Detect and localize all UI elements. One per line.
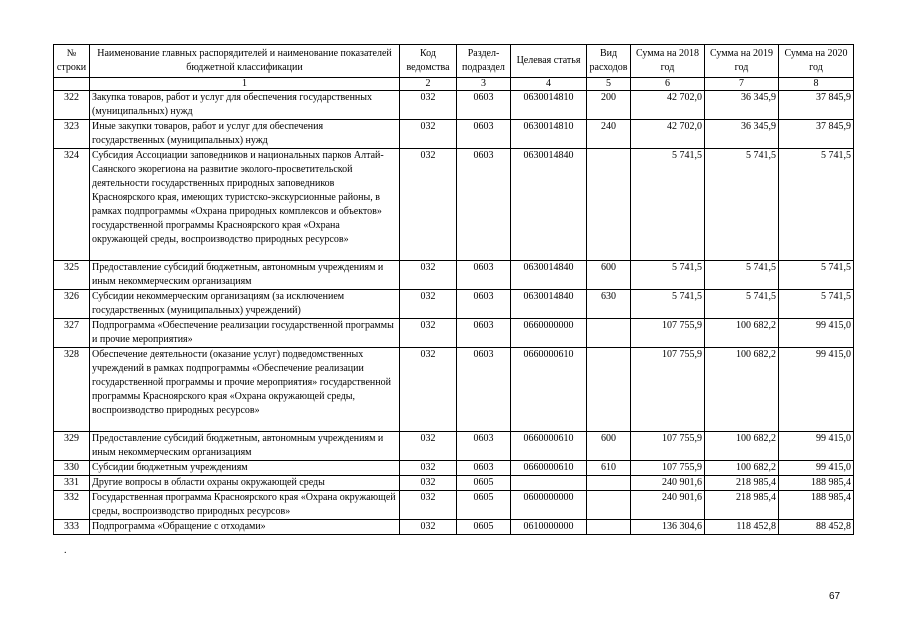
row-number-cell: 328 (54, 348, 90, 432)
sum-2020-cell: 99 415,0 (779, 348, 854, 432)
sum-2019-cell: 5 741,5 (705, 261, 779, 290)
sum-2019-cell: 218 985,4 (705, 491, 779, 520)
row-name-cell: Государственная программа Красноярского края «Охрана окружающей среды, воспроизводство природных ресурсов» (90, 491, 400, 520)
sum-2018-cell: 42 702,0 (631, 91, 705, 120)
row-number-cell: 329 (54, 432, 90, 461)
target-item-cell: 0630014840 (511, 261, 587, 290)
row-name-cell: Субсидии бюджетным учреждениям (90, 461, 400, 476)
section-cell: 0603 (457, 290, 511, 319)
department-code-cell: 032 (400, 476, 457, 491)
column-number-row (54, 78, 854, 91)
sum-2018-cell: 5 741,5 (631, 149, 705, 261)
target-item-cell: 0660000000 (511, 319, 587, 348)
section-cell: 0603 (457, 319, 511, 348)
row-name-cell: Субсидии некоммерческим организациям (за исключением государственных (муниципальных) учреждений) (90, 290, 400, 319)
expense-type-cell (587, 476, 631, 491)
expense-type-cell: 600 (587, 261, 631, 290)
row-name-cell: Обеспечение деятельности (оказание услуг) подведомственных учреждений в рамках подпрограммы «Обеспечение реализации государственной программы и прочие мероприятия» государственной программы Красноярского края «Охрана окружающей среды, воспроизводство природных ресурсов» (90, 348, 400, 432)
sum-2019-cell: 100 682,2 (705, 348, 779, 432)
expense-type-cell: 200 (587, 91, 631, 120)
target-item-cell: 0630014840 (511, 149, 587, 261)
footnote-mark: . (64, 545, 67, 556)
target-item-cell (511, 476, 587, 491)
expense-type-cell: 240 (587, 120, 631, 149)
table-row (54, 149, 854, 261)
target-item-cell: 0660000610 (511, 432, 587, 461)
row-number-cell: 331 (54, 476, 90, 491)
expense-type-cell (587, 149, 631, 261)
sum-2020-cell: 99 415,0 (779, 461, 854, 476)
sum-2019-cell: 100 682,2 (705, 319, 779, 348)
column-number: 4 (511, 78, 587, 91)
sum-2019-cell: 118 452,8 (705, 520, 779, 535)
expense-type-cell (587, 319, 631, 348)
section-cell: 0605 (457, 491, 511, 520)
department-code-cell: 032 (400, 120, 457, 149)
sum-2020-cell: 88 452,8 (779, 520, 854, 535)
header-name: Наименование главных распорядителей и наименование показателей бюджетной классификации (90, 45, 400, 78)
column-number: 8 (779, 78, 854, 91)
sum-2020-cell: 37 845,9 (779, 120, 854, 149)
target-item-cell: 0610000000 (511, 520, 587, 535)
row-number-cell: 333 (54, 520, 90, 535)
department-code-cell: 032 (400, 261, 457, 290)
sum-2019-cell: 5 741,5 (705, 149, 779, 261)
expense-type-cell (587, 520, 631, 535)
section-cell: 0603 (457, 120, 511, 149)
page-number: 67 (829, 591, 841, 602)
expense-type-cell: 630 (587, 290, 631, 319)
sum-2019-cell: 100 682,2 (705, 432, 779, 461)
table-row (54, 91, 854, 120)
table-row (54, 476, 854, 491)
section-cell: 0603 (457, 348, 511, 432)
target-item-cell: 0630014810 (511, 91, 587, 120)
target-item-cell: 0600000000 (511, 491, 587, 520)
sum-2020-cell: 99 415,0 (779, 319, 854, 348)
row-number-cell: 322 (54, 91, 90, 120)
sum-2020-cell: 5 741,5 (779, 149, 854, 261)
sum-2019-cell: 5 741,5 (705, 290, 779, 319)
section-cell: 0603 (457, 461, 511, 476)
row-number-cell: 324 (54, 149, 90, 261)
table-row (54, 432, 854, 461)
expense-type-cell: 600 (587, 432, 631, 461)
row-name-cell: Подпрограмма «Обращение с отходами» (90, 520, 400, 535)
department-code-cell: 032 (400, 491, 457, 520)
sum-2020-cell: 5 741,5 (779, 290, 854, 319)
sum-2018-cell: 5 741,5 (631, 290, 705, 319)
row-number-cell: 323 (54, 120, 90, 149)
column-number: 6 (631, 78, 705, 91)
sum-2018-cell: 240 901,6 (631, 491, 705, 520)
sum-2018-cell: 5 741,5 (631, 261, 705, 290)
column-number: 5 (587, 78, 631, 91)
row-name-cell: Другие вопросы в области охраны окружающей среды (90, 476, 400, 491)
column-number (54, 78, 90, 91)
target-item-cell: 0660000610 (511, 348, 587, 432)
table-row (54, 491, 854, 520)
header-expense-type: Вид расходов (587, 45, 631, 78)
column-number: 3 (457, 78, 511, 91)
sum-2020-cell: 5 741,5 (779, 261, 854, 290)
section-cell: 0603 (457, 91, 511, 120)
table-row (54, 520, 854, 535)
row-number-cell: 332 (54, 491, 90, 520)
sum-2020-cell: 188 985,4 (779, 476, 854, 491)
row-name-cell: Подпрограмма «Обеспечение реализации государственной программы и прочие мероприятия» (90, 319, 400, 348)
row-number-cell: 327 (54, 319, 90, 348)
department-code-cell: 032 (400, 290, 457, 319)
column-number: 1 (90, 78, 400, 91)
expense-type-cell (587, 348, 631, 432)
target-item-cell: 0630014810 (511, 120, 587, 149)
row-number-cell: 330 (54, 461, 90, 476)
target-item-cell: 0660000610 (511, 461, 587, 476)
sum-2018-cell: 240 901,6 (631, 476, 705, 491)
section-cell: 0603 (457, 149, 511, 261)
sum-2018-cell: 107 755,9 (631, 319, 705, 348)
header-department-code: Код ведомства (400, 45, 457, 78)
header-sum-2019: Сумма на 2019 год (705, 45, 779, 78)
expense-type-cell: 610 (587, 461, 631, 476)
row-number-cell: 326 (54, 290, 90, 319)
column-number: 7 (705, 78, 779, 91)
expense-type-cell (587, 491, 631, 520)
section-cell: 0605 (457, 476, 511, 491)
department-code-cell: 032 (400, 520, 457, 535)
sum-2018-cell: 107 755,9 (631, 432, 705, 461)
table-row (54, 319, 854, 348)
column-number: 2 (400, 78, 457, 91)
row-number-cell: 325 (54, 261, 90, 290)
department-code-cell: 032 (400, 348, 457, 432)
sum-2019-cell: 218 985,4 (705, 476, 779, 491)
department-code-cell: 032 (400, 319, 457, 348)
sum-2019-cell: 36 345,9 (705, 91, 779, 120)
department-code-cell: 032 (400, 461, 457, 476)
budget-table (53, 44, 854, 535)
target-item-cell: 0630014840 (511, 290, 587, 319)
table-row (54, 461, 854, 476)
table-row (54, 348, 854, 432)
sum-2018-cell: 42 702,0 (631, 120, 705, 149)
table-row (54, 261, 854, 290)
header-row (54, 45, 854, 78)
section-cell: 0603 (457, 261, 511, 290)
department-code-cell: 032 (400, 91, 457, 120)
table-row (54, 120, 854, 149)
row-name-cell: Предоставление субсидий бюджетным, автономным учреждениям и иным некоммерческим организациям (90, 261, 400, 290)
header-sum-2018: Сумма на 2018 год (631, 45, 705, 78)
sum-2018-cell: 107 755,9 (631, 461, 705, 476)
sum-2020-cell: 188 985,4 (779, 491, 854, 520)
sum-2020-cell: 99 415,0 (779, 432, 854, 461)
department-code-cell: 032 (400, 149, 457, 261)
sum-2019-cell: 100 682,2 (705, 461, 779, 476)
section-cell: 0605 (457, 520, 511, 535)
row-name-cell: Закупка товаров, работ и услуг для обеспечения государственных (муниципальных) нужд (90, 91, 400, 120)
sum-2018-cell: 107 755,9 (631, 348, 705, 432)
section-cell: 0603 (457, 432, 511, 461)
header-sum-2020: Сумма на 2020 год (779, 45, 854, 78)
table-row (54, 290, 854, 319)
sum-2020-cell: 37 845,9 (779, 91, 854, 120)
header-section: Раздел-подраздел (457, 45, 511, 78)
header-row-number: № строки (54, 45, 90, 78)
row-name-cell: Иные закупки товаров, работ и услуг для обеспечения государственных (муниципальных) нужд (90, 120, 400, 149)
header-target-item: Целевая статья (511, 45, 587, 78)
row-name-cell: Субсидия Ассоциации заповедников и национальных парков Алтай-Саянского экорегиона на развитие эколого-просветительской деятельности государственных природных заповедников Красноярского края, имеющих туристско-экскурсионные районы, в рамках подпрограммы «Охрана природных комплексов и объектов» государственной программы Красноярского края «Охрана окружающей среды, воспроизводство природных ресурсов» (90, 149, 400, 261)
sum-2019-cell: 36 345,9 (705, 120, 779, 149)
sum-2018-cell: 136 304,6 (631, 520, 705, 535)
department-code-cell: 032 (400, 432, 457, 461)
row-name-cell: Предоставление субсидий бюджетным, автономным учреждениям и иным некоммерческим организациям (90, 432, 400, 461)
